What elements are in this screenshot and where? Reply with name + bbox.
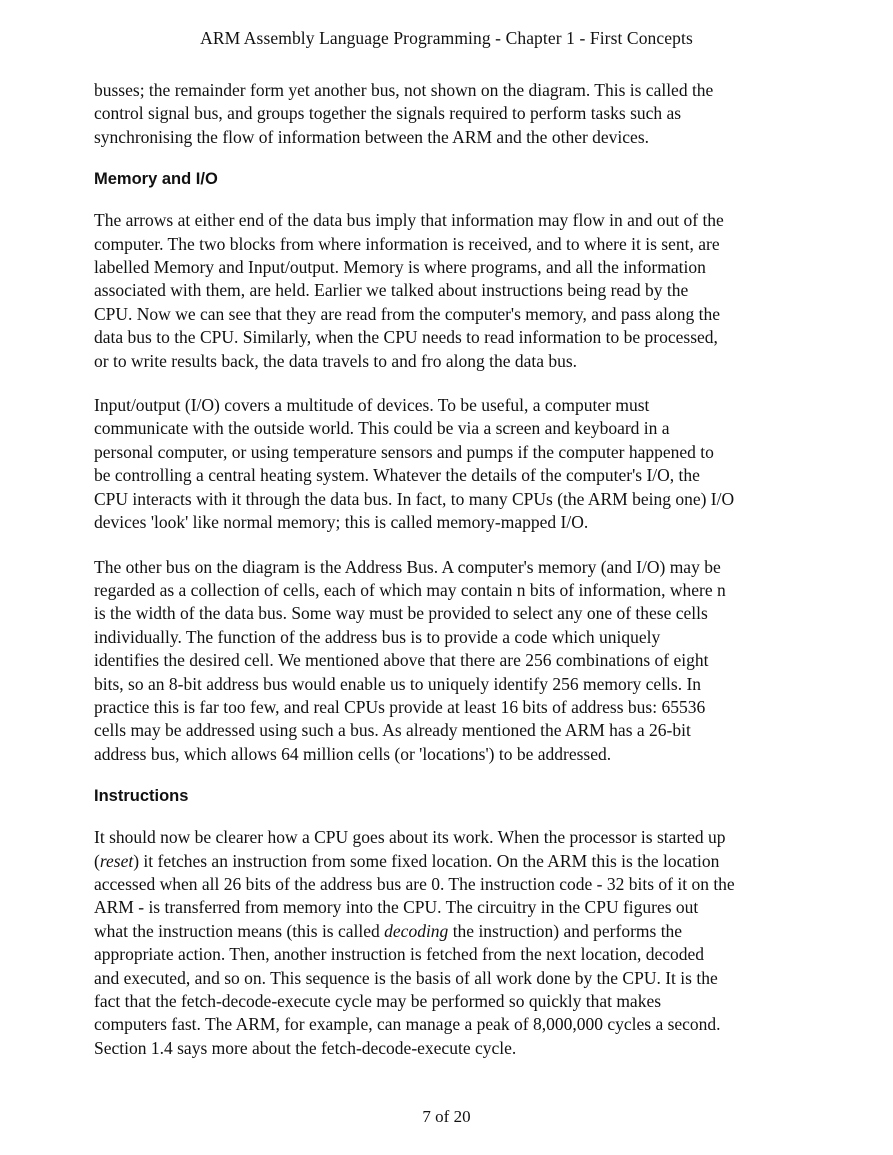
text-fragment: ) it fetches an instruction from some fixed location. On the ARM this is the location — [133, 850, 720, 871]
text-line: It should now be clearer how a CPU goes about its work. When the processor is started up — [94, 827, 726, 848]
text-line: and executed, and so on. This sequence is the basis of all work done by the CPU. It is the — [94, 967, 718, 988]
page-number: 7 of 20 — [422, 1107, 471, 1126]
text-fragment: what the instruction means (this is called — [94, 920, 385, 941]
text-line: data bus to the CPU. Similarly, when the CPU needs to read information to be processed, — [94, 327, 718, 348]
emphasis-decoding: decoding — [384, 920, 449, 941]
text-line: practice this is far too few, and real CPUs provide at least 16 bits of address bus: 65536 — [94, 696, 706, 717]
document-body — [94, 79, 806, 1060]
text-line: devices 'look' like normal memory; this is called memory-mapped I/O. — [94, 512, 589, 533]
text-line: appropriate action. Then, another instruction is fetched from the next location, decoded — [94, 944, 705, 965]
text-line: is the width of the data bus. Some way must be provided to select any one of these cells — [94, 603, 708, 624]
section-heading-instructions: Instructions — [94, 787, 189, 806]
text-line: or to write results back, the data travels to and fro along the data bus. — [94, 350, 578, 371]
paragraph-control-bus — [94, 79, 806, 149]
text-fragment: ( — [94, 850, 100, 871]
text-line: CPU. Now we can see that they are read from the computer's memory, and pass along the — [94, 303, 720, 324]
text-line: computers fast. The ARM, for example, can manage a peak of 8,000,000 cycles a second. — [94, 1014, 721, 1035]
text-line: fact that the fetch-decode-execute cycle may be performed so quickly that makes — [94, 991, 662, 1011]
paragraph-data-bus — [94, 209, 806, 373]
text-line — [94, 920, 806, 943]
text-line: synchronising the flow of information between the ARM and the other devices. — [94, 126, 650, 147]
text-line: associated with them, are held. Earlier we talked about instructions being read by the — [94, 280, 689, 301]
text-line: Section 1.4 says more about the fetch-decode-execute cycle. — [94, 1037, 517, 1058]
text-line: computer. The two blocks from where information is received, and to where it is sent, are — [94, 233, 720, 254]
emphasis-reset: reset — [99, 850, 134, 871]
text-line: individually. The function of the address bus is to provide a code which uniquely — [94, 626, 661, 647]
text-fragment: the instruction) and performs the — [448, 920, 683, 941]
paragraph-fetch-decode-execute — [94, 826, 806, 1060]
text-line: be controlling a central heating system. Whatever the details of the computer's I/O, the — [94, 465, 700, 486]
text-line: The arrows at either end of the data bus imply that information may flow in and out of the — [94, 210, 724, 231]
text-line: communicate with the outside world. This could be via a screen and keyboard in a — [94, 418, 670, 439]
text-line: regarded as a collection of cells, each of which may contain n bits of information, where n — [94, 579, 726, 600]
text-line: cells may be addressed using such a bus. As already mentioned the ARM has a 26-bit — [94, 720, 691, 741]
paragraph-address-bus — [94, 556, 806, 767]
section-heading-memory-io: Memory and I/O — [94, 170, 218, 189]
text-line: CPU interacts with it through the data bus. In fact, to many CPUs (the ARM being one) I/O — [94, 488, 735, 509]
text-line — [94, 850, 806, 873]
text-line: personal computer, or using temperature sensors and pumps if the computer happened to — [94, 441, 714, 462]
text-line: accessed when all 26 bits of the address bus are 0. The instruction code - 32 bits of it on the — [94, 873, 735, 894]
paragraph-input-output — [94, 394, 806, 534]
text-line: busses; the remainder form yet another bus, not shown on the diagram. This is called the — [94, 80, 714, 100]
text-line: bits, so an 8-bit address bus would enable us to uniquely identify 256 memory cells. In — [94, 673, 702, 694]
text-line: Input/output (I/O) covers a multitude of devices. To be useful, a computer must — [94, 395, 650, 416]
text-line: identifies the desired cell. We mentioned above that there are 256 combinations of eight — [94, 650, 709, 671]
page-header: ARM Assembly Language Programming - Chapter 1 - First Concepts — [200, 28, 693, 48]
text-line: The other bus on the diagram is the Address Bus. A computer's memory (and I/O) may be — [94, 556, 721, 577]
text-line: labelled Memory and Input/output. Memory is where programs, and all the information — [94, 257, 706, 278]
text-line: control signal bus, and groups together the signals required to perform tasks such as — [94, 103, 682, 124]
text-line: ARM - is transferred from memory into the CPU. The circuitry in the CPU figures out — [94, 897, 699, 918]
text-line: address bus, which allows 64 million cells (or 'locations') to be addressed. — [94, 743, 612, 764]
